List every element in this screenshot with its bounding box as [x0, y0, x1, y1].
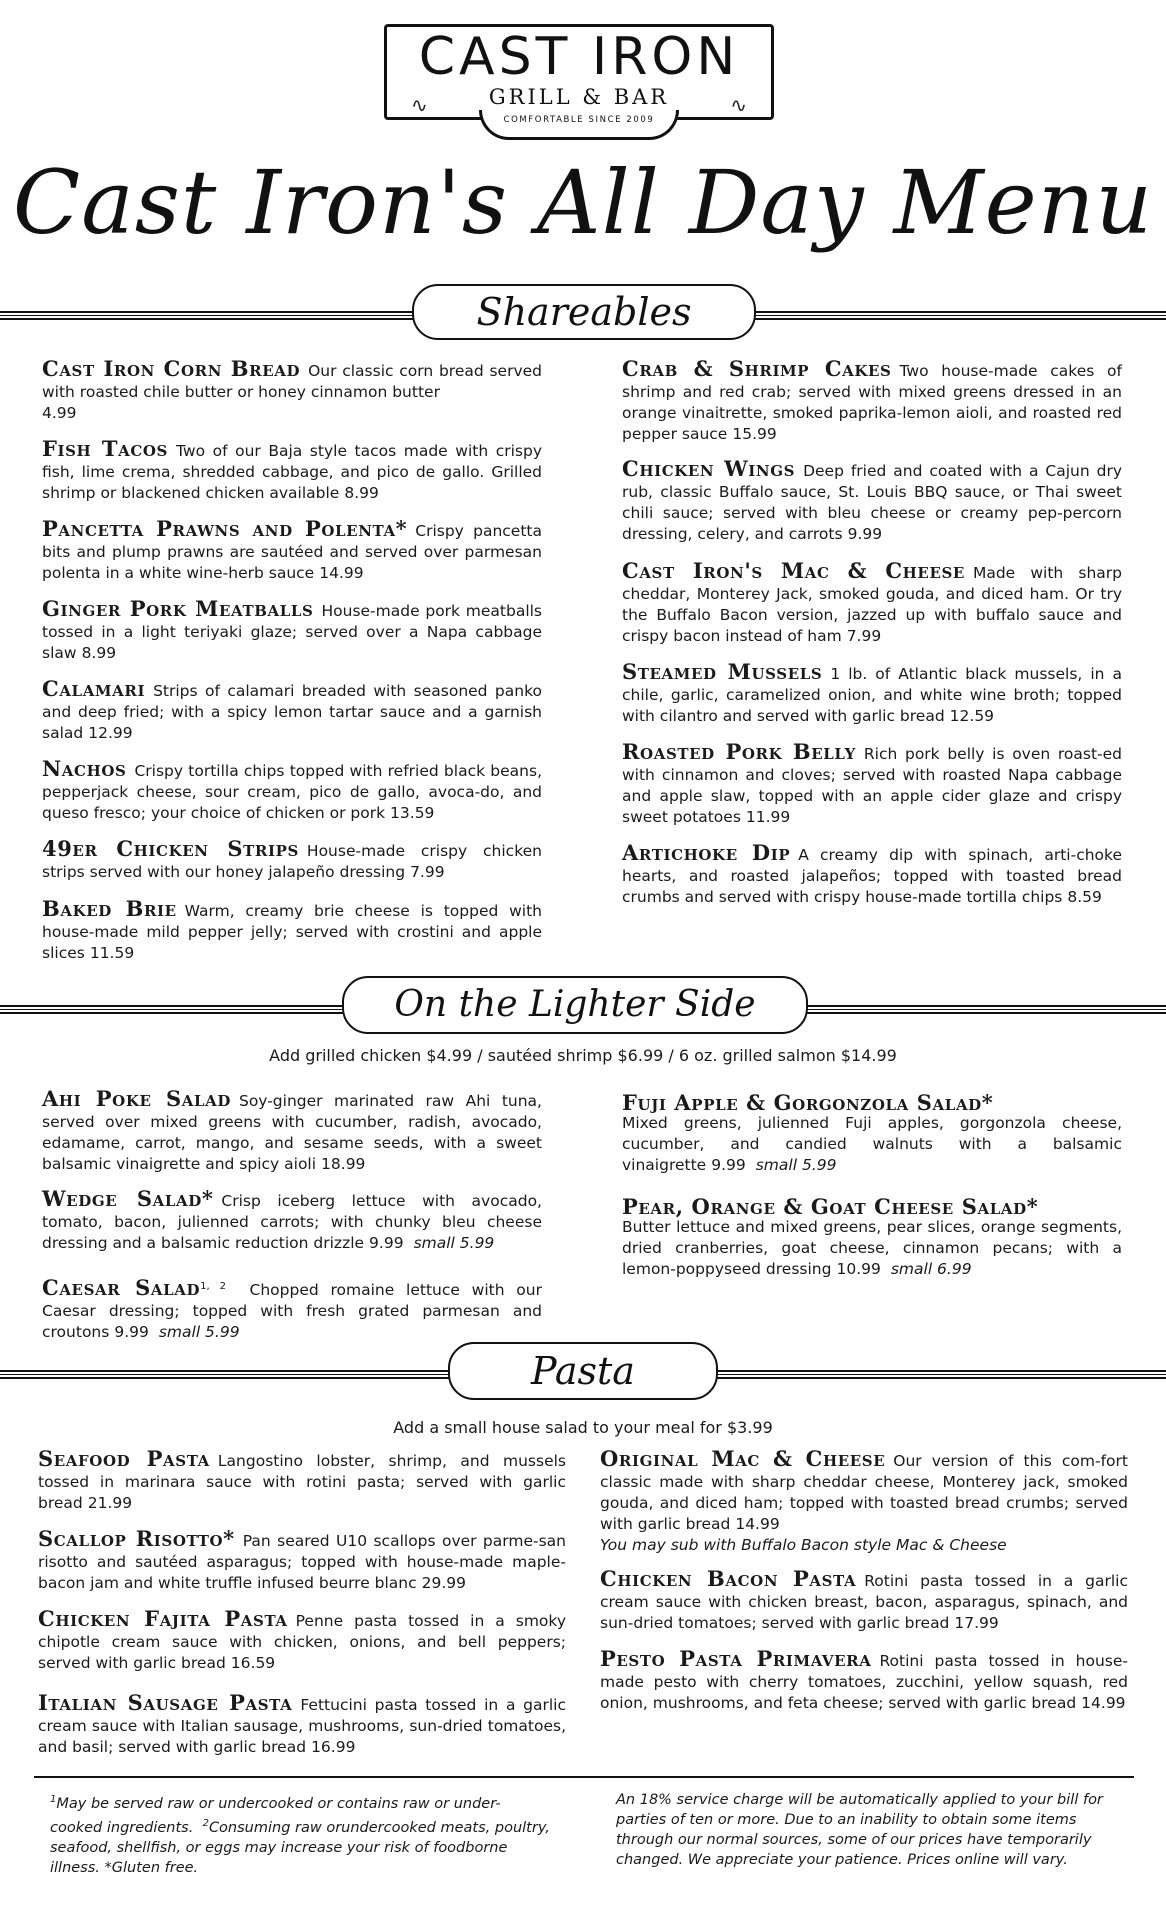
item-description: Butter lettuce and mixed greens, pear slices, orange segments, dried cranberries, goat cheese, cinnamon pecans; with a lemon-poppyseed dressing	[622, 1218, 1122, 1278]
item-name: Pancetta Prawns and Polenta*	[42, 516, 408, 541]
menu-item	[600, 1448, 1128, 1556]
item-description: Rich pork belly is oven roast-ed with cinnamon and cloves; served with roasted Napa cabbage and apple slaw, topped with an apple cider glaze and crispy sweet potatoes	[622, 745, 1123, 826]
shareables-heading: Shareables	[412, 284, 756, 340]
item-description: Rotini pasta tossed in house-made pesto with cherry tomatoes, zucchini, yellow squash, red onion, mushrooms, and feta cheese; served with garlic bread	[600, 1652, 1128, 1712]
menu-item	[622, 842, 1122, 908]
item-description: Deep fried and coated with a Cajun dry rub, classic Buffalo sauce, St. Louis BBQ sauce, or Thai sweet chili sauce; served with bleu cheese or creamy pep-percorn dressing, celery, and carrots	[622, 462, 1122, 543]
item-name: Wedge Salad*	[42, 1186, 214, 1211]
item-price: 14.99	[1081, 1694, 1126, 1712]
menu-item	[622, 358, 1122, 445]
item-name: 49er Chicken Strips	[42, 836, 299, 861]
item-name: Artichoke Dip	[622, 840, 791, 865]
footnote-1-text: May be served raw or undercooked or contains raw or under-cooked ingredients.	[50, 1795, 501, 1836]
lighter-addons: Add grilled chicken $4.99 / sautéed shrimp $6.99 / 6 oz. grilled salmon $14.99	[269, 1046, 897, 1065]
item-name: Ahi Poke Salad	[42, 1086, 231, 1111]
item-description: Chopped romaine lettuce with our Caesar dressing; topped with fresh grated parmesan and croutons	[42, 1281, 542, 1342]
item-small-price: small 6.99	[890, 1260, 972, 1278]
item-description: A creamy dip with spinach, arti-choke hearts, and roasted jalapeños; topped with toasted bread crumbs and served with crispy house-made tortilla chips	[622, 846, 1122, 906]
item-small-price: small 5.99	[413, 1234, 495, 1252]
item-footnote-ref: 1, 2	[200, 1281, 226, 1292]
logo-frame	[384, 24, 774, 120]
item-price: 18.99	[321, 1155, 366, 1173]
menu-item	[622, 560, 1122, 647]
lighter-heading: On the Lighter Side	[342, 976, 808, 1034]
item-description: Penne pasta tossed in a smoky chipotle cream sauce with chicken, onions, and bell peppers; served with garlic bread	[38, 1612, 567, 1672]
item-name: Cast Iron's Mac & Cheese	[622, 558, 965, 583]
item-price: 21.99	[87, 1494, 133, 1512]
item-description: Mixed greens, julienned Fuji apples, gorgonzola cheese, cucumber, and candied walnuts with a balsamic vinaigrette	[622, 1114, 1122, 1174]
item-price: 8.59	[1067, 888, 1102, 906]
item-price: 9.99	[711, 1156, 746, 1174]
item-price: 13.59	[390, 804, 435, 822]
item-description: Crisp iceberg lettuce with avocado, tomato, bacon, julienned carrots; with chunky bleu cheese dressing and a balsamic reduction drizzle	[42, 1192, 542, 1252]
item-price: 17.99	[954, 1614, 999, 1632]
item-price: 14.99	[735, 1515, 780, 1533]
item-description: Soy-ginger marinated raw Ahi tuna, served over mixed greens with cucumber, radish, avocado, edamame, carrot, mango, and sesame seeds, with a sweet balsamic vinaigrette and spicy aioli	[42, 1092, 542, 1173]
pasta-addon: Add a small house salad to your meal for $3.99	[393, 1418, 773, 1437]
logo-tagline: COMFORTABLE SINCE 2009	[479, 110, 679, 140]
item-price: 12.99	[88, 724, 133, 742]
item-description: Langostino lobster, shrimp, and mussels tossed in marinara sauce with rotini pasta; served with garlic bread	[38, 1452, 567, 1512]
footnote-2-marker: 2	[202, 1817, 209, 1829]
footnote-1-marker: 1	[50, 1794, 57, 1805]
item-name: Ginger Pork Meatballs	[42, 596, 314, 621]
item-name: Pesto Pasta Primavera	[600, 1646, 872, 1671]
item-name: Pear, Orange & Goat Cheese Salad*	[622, 1194, 1039, 1219]
item-price: 4.99	[42, 404, 77, 422]
item-description: Rotini pasta tossed in a garlic cream sauce with chicken breast, bacon, asparagus, spinach, and sun-dried tomatoes; served with garlic bread	[600, 1572, 1128, 1632]
menu-item	[622, 1092, 1122, 1176]
menu-item	[42, 598, 542, 664]
item-price: 9.99	[369, 1234, 404, 1252]
item-description: House-made crispy chicken strips served with our honey jalapeño dressing	[42, 842, 542, 881]
item-description: Crispy tortilla chips topped with refried black beans, pepperjack cheese, sour cream, pico de gallo, avoca-do, and queso fresco; your choice of chicken or pork	[42, 762, 542, 822]
item-name: Cast Iron Corn Bread	[42, 356, 301, 381]
item-name: Calamari	[42, 676, 146, 701]
menu-item	[622, 1196, 1122, 1280]
menu-item	[38, 1608, 566, 1674]
logo	[384, 24, 782, 140]
menu-item	[42, 898, 542, 964]
menu-item	[600, 1568, 1128, 1634]
item-description: Warm, creamy brie cheese is topped with house-made mild pepper jelly; served with crostini and apple slices	[42, 902, 542, 962]
item-name: Fuji Apple & Gorgonzola Salad*	[622, 1090, 994, 1115]
menu-item	[42, 1088, 542, 1175]
logo-name: CAST IRON	[418, 27, 740, 87]
item-name: Roasted Pork Belly	[622, 739, 856, 764]
item-description: Two house-made cakes of shrimp and red crab; served with mixed greens dressed in an orange vinaitrette, smoked paprika-lemon aioli, and roasted red pepper sauce	[622, 362, 1122, 443]
menu-title: Cast Iron's All Day Menu	[12, 151, 1154, 254]
item-description: Two of our Baja style tacos made with crispy fish, lime crema, shredded cabbage, and pico de gallo. Grilled shrimp or blackened chicken available	[42, 442, 542, 502]
item-price: 29.99	[421, 1574, 467, 1592]
item-small-price: small 5.99	[755, 1156, 837, 1174]
menu-item	[600, 1648, 1128, 1714]
menu-item	[42, 1276, 542, 1343]
footnote-2-text: Consuming raw orundercooked meats, poultry, seafood, shellfish, or eggs may increase your risk of foodborne illness. *Gluten free.	[50, 1819, 550, 1876]
menu-item	[38, 1692, 566, 1758]
item-price: 8.99	[81, 644, 117, 662]
menu-item	[42, 758, 542, 824]
menu-item	[42, 358, 542, 424]
menu-item	[622, 661, 1122, 727]
menu-item	[622, 741, 1122, 828]
item-small-price: small 5.99	[158, 1323, 240, 1342]
item-note: You may sub with Buffalo Bacon style Mac & Cheese	[600, 1536, 1007, 1554]
menu-item	[38, 1528, 566, 1594]
menu-item	[42, 438, 542, 504]
item-price: 16.99	[311, 1738, 356, 1756]
item-price: 10.99	[836, 1260, 881, 1278]
item-description: Our classic corn bread served with roasted chile butter or honey cinnamon butter	[42, 362, 542, 401]
item-description: Strips of calamari breaded with seasoned panko and deep fried; with a spicy lemon tartar sauce and a garnish salad	[42, 682, 542, 742]
menu-item	[622, 458, 1122, 545]
left-flourish-icon: ∿	[411, 93, 428, 117]
item-name: Baked Brie	[42, 896, 177, 921]
item-name: Seafood Pasta	[38, 1446, 210, 1471]
logo-subtitle: GRILL & BAR	[488, 85, 670, 109]
item-description: Made with sharp cheddar, Monterey Jack, smoked gouda, and diced ham. Or try the Buffalo Bacon version, jazzed up with buffalo sauce and crispy bacon instead of ham	[622, 564, 1122, 645]
pasta-heading: Pasta	[448, 1342, 718, 1400]
item-price: 14.99	[319, 564, 364, 582]
item-name: Nachos	[42, 756, 127, 781]
item-name: Chicken Wings	[622, 456, 796, 481]
item-price: 12.59	[949, 707, 995, 725]
item-description: Fettucini pasta tossed in a garlic cream sauce with Italian sausage, mushrooms, sun-dried tomatoes, and basil; served with garlic bread	[38, 1696, 567, 1756]
item-name: Scallop Risotto*	[38, 1526, 235, 1551]
item-price: 7.99	[410, 863, 445, 881]
item-description: House-made pork meatballs tossed in a light teriyaki glaze; served over a Napa cabbage slaw	[42, 602, 543, 662]
item-price: 15.99	[732, 425, 777, 443]
menu-item	[42, 678, 542, 744]
item-description: Pan seared U10 scallops over parme-san risotto and sautéed asparagus; topped with house-made maple-bacon jam and white truffle infused beurre blanc	[38, 1532, 566, 1592]
item-name: Caesar Salad	[42, 1275, 201, 1301]
menu-item	[42, 838, 542, 883]
menu-item	[42, 1188, 542, 1254]
item-name: Crab & Shrimp Cakes	[622, 356, 892, 381]
footer-service-note: An 18% service charge will be automatically applied to your bill for parties of ten or more. Due to an inability to obtain some items through our normal sources, some of our prices have temporarily changed. We appreciate your patience. Prices online will vary.	[616, 1792, 1103, 1868]
item-description: Crispy pancetta bits and plump prawns are sautéed and served over parmesan polenta in a white wine-herb sauce	[42, 522, 542, 582]
footer-rule	[34, 1776, 1134, 1778]
item-description: Our version of this com-fort classic made with sharp cheddar cheese, Monterey jack, smoked gouda, and diced ham; topped with toasted bread crumbs; served with garlic bread	[600, 1452, 1128, 1533]
item-name: Italian Sausage Pasta	[38, 1690, 293, 1715]
item-price: 7.99	[846, 627, 882, 645]
item-name: Chicken Bacon Pasta	[600, 1566, 857, 1591]
footer-disclaimer	[50, 1790, 550, 1878]
item-price: 16.59	[230, 1654, 276, 1672]
menu-item	[42, 518, 542, 584]
item-price: 9.99	[114, 1323, 149, 1342]
item-price: 9.99	[847, 525, 883, 543]
item-name: Steamed Mussels	[622, 659, 823, 684]
item-price: 11.59	[89, 944, 135, 962]
item-price: 8.99	[344, 484, 379, 502]
item-name: Original Mac & Cheese	[600, 1446, 886, 1471]
item-name: Chicken Fajita Pasta	[38, 1606, 288, 1631]
right-flourish-icon: ∿	[730, 93, 747, 117]
item-description: 1 lb. of Atlantic black mussels, in a chile, garlic, caramelized onion, and white wine broth; topped with cilantro and served with garlic bread	[622, 665, 1122, 725]
menu-item	[38, 1448, 566, 1514]
item-name: Fish Tacos	[42, 436, 168, 461]
item-price: 11.99	[745, 808, 791, 826]
